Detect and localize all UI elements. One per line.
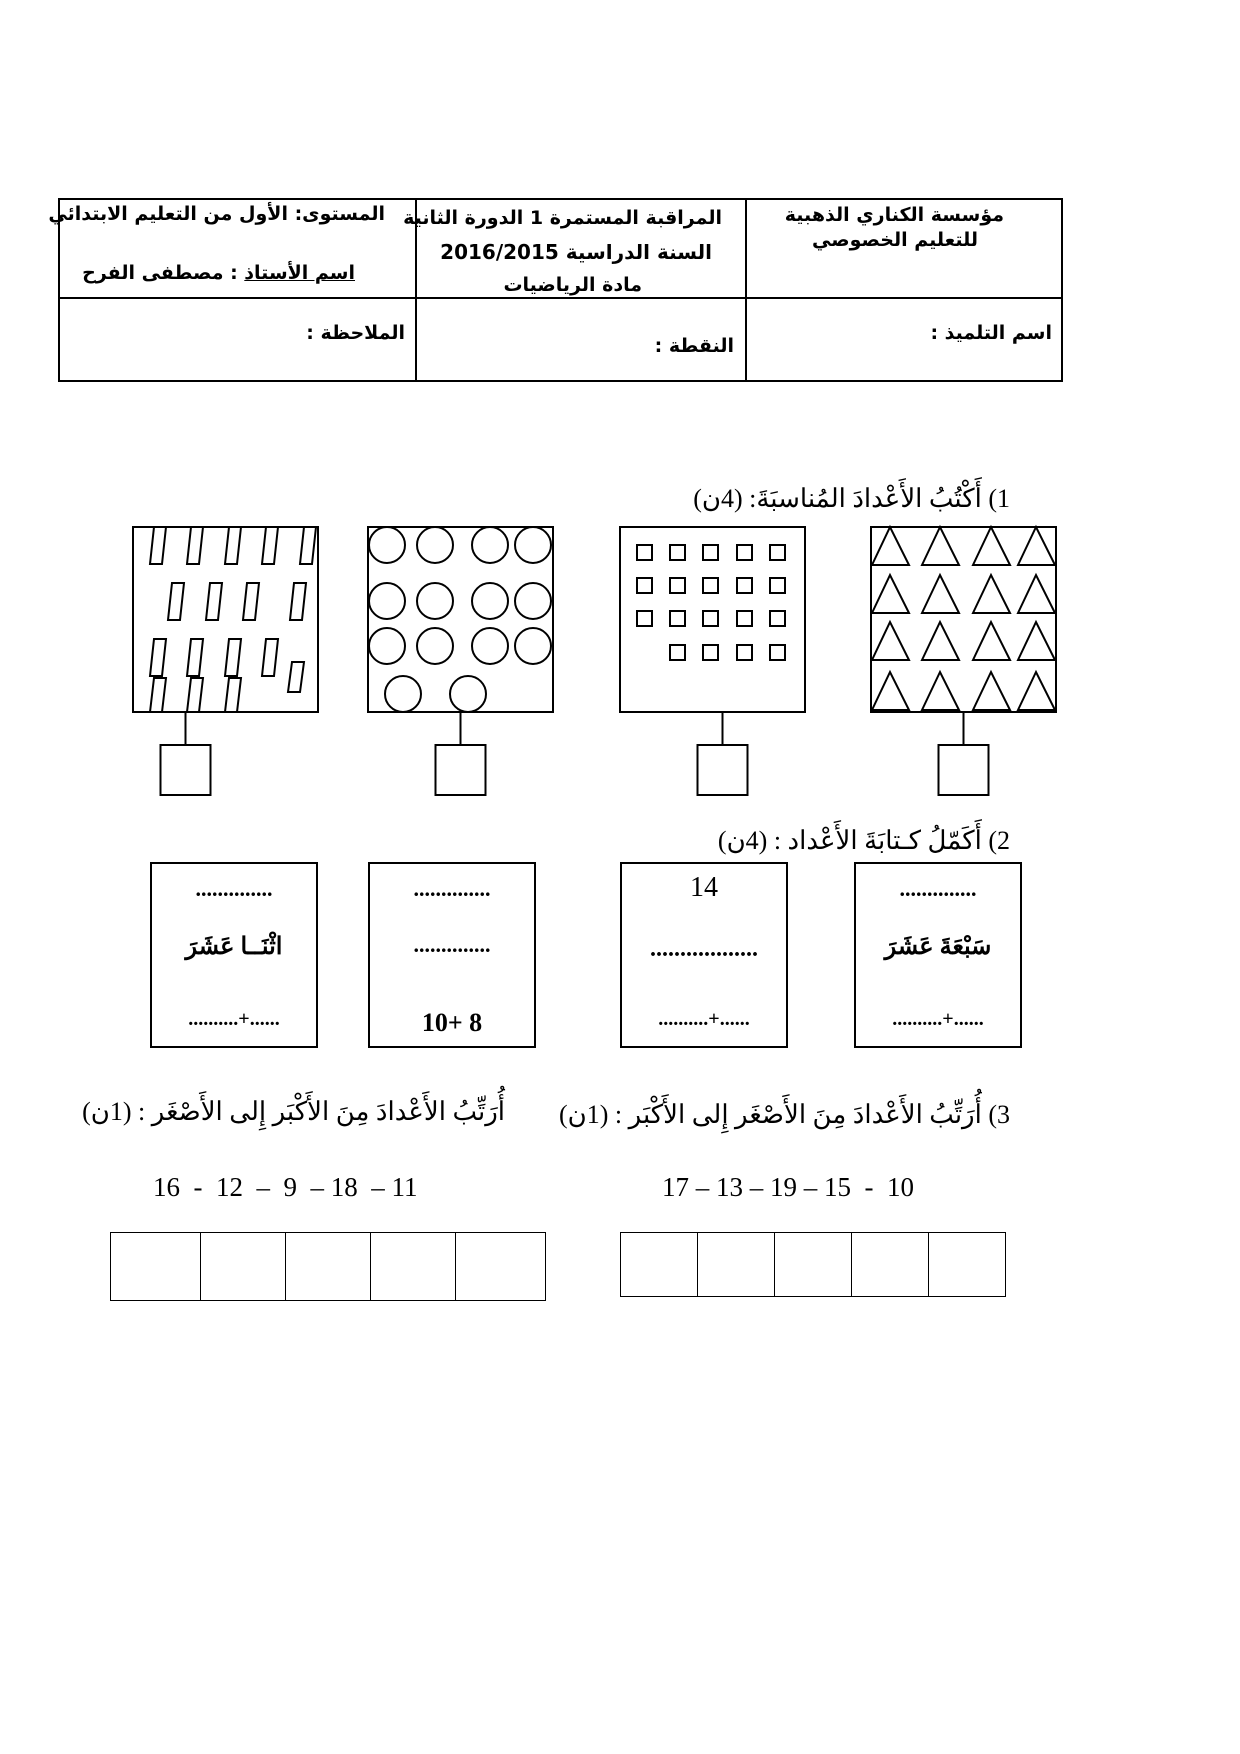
picture-frame <box>368 527 553 712</box>
answer-cell[interactable] <box>621 1233 697 1296</box>
card-bottom: ......+.......... <box>188 1008 280 1030</box>
remark-field[interactable]: الملاحظة : <box>306 322 405 344</box>
parallelogram-shape <box>300 527 316 564</box>
square-shape <box>703 611 718 626</box>
circle-shape <box>472 527 508 563</box>
card-top: .............. <box>195 876 273 901</box>
parallelogram-shape <box>225 639 241 676</box>
parallelogram-shape <box>290 583 306 620</box>
triangle-shape <box>973 672 1010 710</box>
square-shape <box>670 545 685 560</box>
triangle-shape <box>973 622 1010 660</box>
parallelogram-shape <box>225 527 241 564</box>
parallelogram-shape <box>243 583 259 620</box>
circle-shape <box>417 583 453 619</box>
square-shape <box>703 645 718 660</box>
circle-shape <box>417 628 453 664</box>
parallelogram-shape <box>187 639 203 676</box>
card-middle: .................. <box>650 936 758 962</box>
square-shape <box>637 578 652 593</box>
circle-shape <box>515 527 551 563</box>
q3-left-numbers: 16 - 12 – 9 – 18 – 11 <box>153 1172 418 1202</box>
card-top: .............. <box>899 876 977 901</box>
parallelogram-shape <box>187 527 203 564</box>
answer-cell[interactable] <box>111 1233 200 1300</box>
triangle-shape <box>922 622 959 660</box>
triangle-shape <box>872 575 909 613</box>
circle-shape <box>369 527 405 563</box>
parallelogram-shape <box>150 527 166 564</box>
card-middle: اثْنَــا عَشَرَ <box>185 934 283 960</box>
level: المستوى: الأول من التعليم الابتدائي <box>48 203 385 225</box>
answer-cell[interactable] <box>774 1233 851 1296</box>
parallelogram-shape <box>262 527 278 564</box>
answer-cell[interactable] <box>928 1233 1005 1296</box>
number-card[interactable] <box>620 862 788 1048</box>
triangle-shape <box>922 672 959 710</box>
circle-shape <box>385 676 421 712</box>
circle-shape <box>417 527 453 563</box>
answer-cell[interactable] <box>697 1233 774 1296</box>
square-shape <box>670 578 685 593</box>
square-shape <box>703 545 718 560</box>
circle-shape <box>450 676 486 712</box>
square-shape <box>770 645 785 660</box>
square-shape <box>670 645 685 660</box>
triangle-shape <box>1018 527 1055 565</box>
subject: مادة الرياضيات <box>503 274 642 296</box>
answer-box[interactable] <box>939 745 989 795</box>
square-shape <box>770 545 785 560</box>
answer-cell[interactable] <box>370 1233 455 1300</box>
parallelogram-shape <box>168 583 184 620</box>
circle-shape <box>369 583 405 619</box>
square-shape <box>737 645 752 660</box>
triangle-shape <box>973 575 1010 613</box>
circle-shape <box>515 628 551 664</box>
school-type: للتعليم الخصوصي <box>812 229 978 251</box>
card-top: 14 <box>690 872 718 903</box>
answer-box[interactable] <box>161 745 211 795</box>
answer-cell[interactable] <box>851 1233 928 1296</box>
picture-frame <box>871 527 1056 712</box>
triangle-shape <box>872 622 909 660</box>
triangle-shape <box>1018 672 1055 710</box>
answer-box[interactable] <box>698 745 748 795</box>
school-year: السنة الدراسية 2016/2015 <box>440 240 712 264</box>
card-bottom: ......+.......... <box>892 1008 984 1030</box>
answer-cell[interactable] <box>455 1233 545 1300</box>
q2-title: 2) أَكَمّلُ كـتابَةَ الأَعْداد : (4ن) <box>717 826 1010 855</box>
q1-title: 1) أَكْتُبُ الأَعْدادَ المُناسبَةَ: (4ن) <box>693 484 1010 513</box>
number-card[interactable] <box>368 862 536 1048</box>
card-middle: سَبْعَةَ عَشَرَ <box>884 934 992 960</box>
picture-frame <box>620 527 805 712</box>
square-shape <box>670 611 685 626</box>
q3-left-answer-grid[interactable] <box>110 1232 546 1301</box>
square-shape <box>637 611 652 626</box>
triangle-shape <box>973 527 1010 565</box>
triangle-shape <box>872 672 909 710</box>
parallelogram-shape <box>225 678 241 712</box>
number-card[interactable] <box>854 862 1022 1048</box>
triangle-shape <box>1018 575 1055 613</box>
q3-right-numbers: 17 – 13 – 19 – 15 - 10 <box>662 1172 914 1202</box>
circle-shape <box>472 583 508 619</box>
parallelogram-shape <box>150 639 166 676</box>
square-shape <box>637 545 652 560</box>
card-top: .............. <box>413 876 491 901</box>
number-card[interactable] <box>150 862 318 1048</box>
teacher-name: : مصطفى الفرح <box>82 262 245 284</box>
teacher-label: اسم الأستاذ <box>244 262 355 284</box>
circle-shape <box>515 583 551 619</box>
parallelogram-shape <box>262 639 278 676</box>
parallelogram-shape <box>150 678 166 712</box>
parallelogram-shape <box>206 583 222 620</box>
square-shape <box>770 578 785 593</box>
circle-shape <box>369 628 405 664</box>
triangle-shape <box>922 527 959 565</box>
answer-cell[interactable] <box>285 1233 370 1300</box>
school-name: مؤسسة الكناري الذهبية <box>784 204 1004 226</box>
parallelogram-shape <box>187 678 203 712</box>
circle-shape <box>472 628 508 664</box>
card-middle: .............. <box>413 932 491 957</box>
card-bottom: ......+.......... <box>658 1008 750 1030</box>
square-shape <box>703 578 718 593</box>
triangle-shape <box>872 527 909 565</box>
q3-right-answer-grid[interactable] <box>620 1232 1006 1297</box>
parallelogram-shape <box>288 662 304 692</box>
grade-field[interactable]: النقطة : <box>654 335 734 357</box>
answer-cell[interactable] <box>200 1233 285 1300</box>
card-bottom: 8 +10 <box>421 1008 483 1037</box>
triangle-shape <box>1018 622 1055 660</box>
answer-box[interactable] <box>436 745 486 795</box>
triangle-shape <box>922 575 959 613</box>
student-name-field[interactable]: اسم التلميذ : <box>930 322 1052 344</box>
square-shape <box>770 611 785 626</box>
square-shape <box>737 578 752 593</box>
square-shape <box>737 545 752 560</box>
square-shape <box>737 611 752 626</box>
q3-right-title: 3) أُرَتِّبُ الأَعْدادَ مِنَ الأَصْغَر إِلى الأَكْبَر : (1ن) <box>558 1100 1010 1129</box>
exam-title: المراقبة المستمرة 1 الدورة الثانية <box>403 207 722 229</box>
q3-left-title: أُرَتِّبُ الأَعْدادَ مِنَ الأَكْبَر إِلى الأَصْغَر : (1ن) <box>82 1097 505 1126</box>
